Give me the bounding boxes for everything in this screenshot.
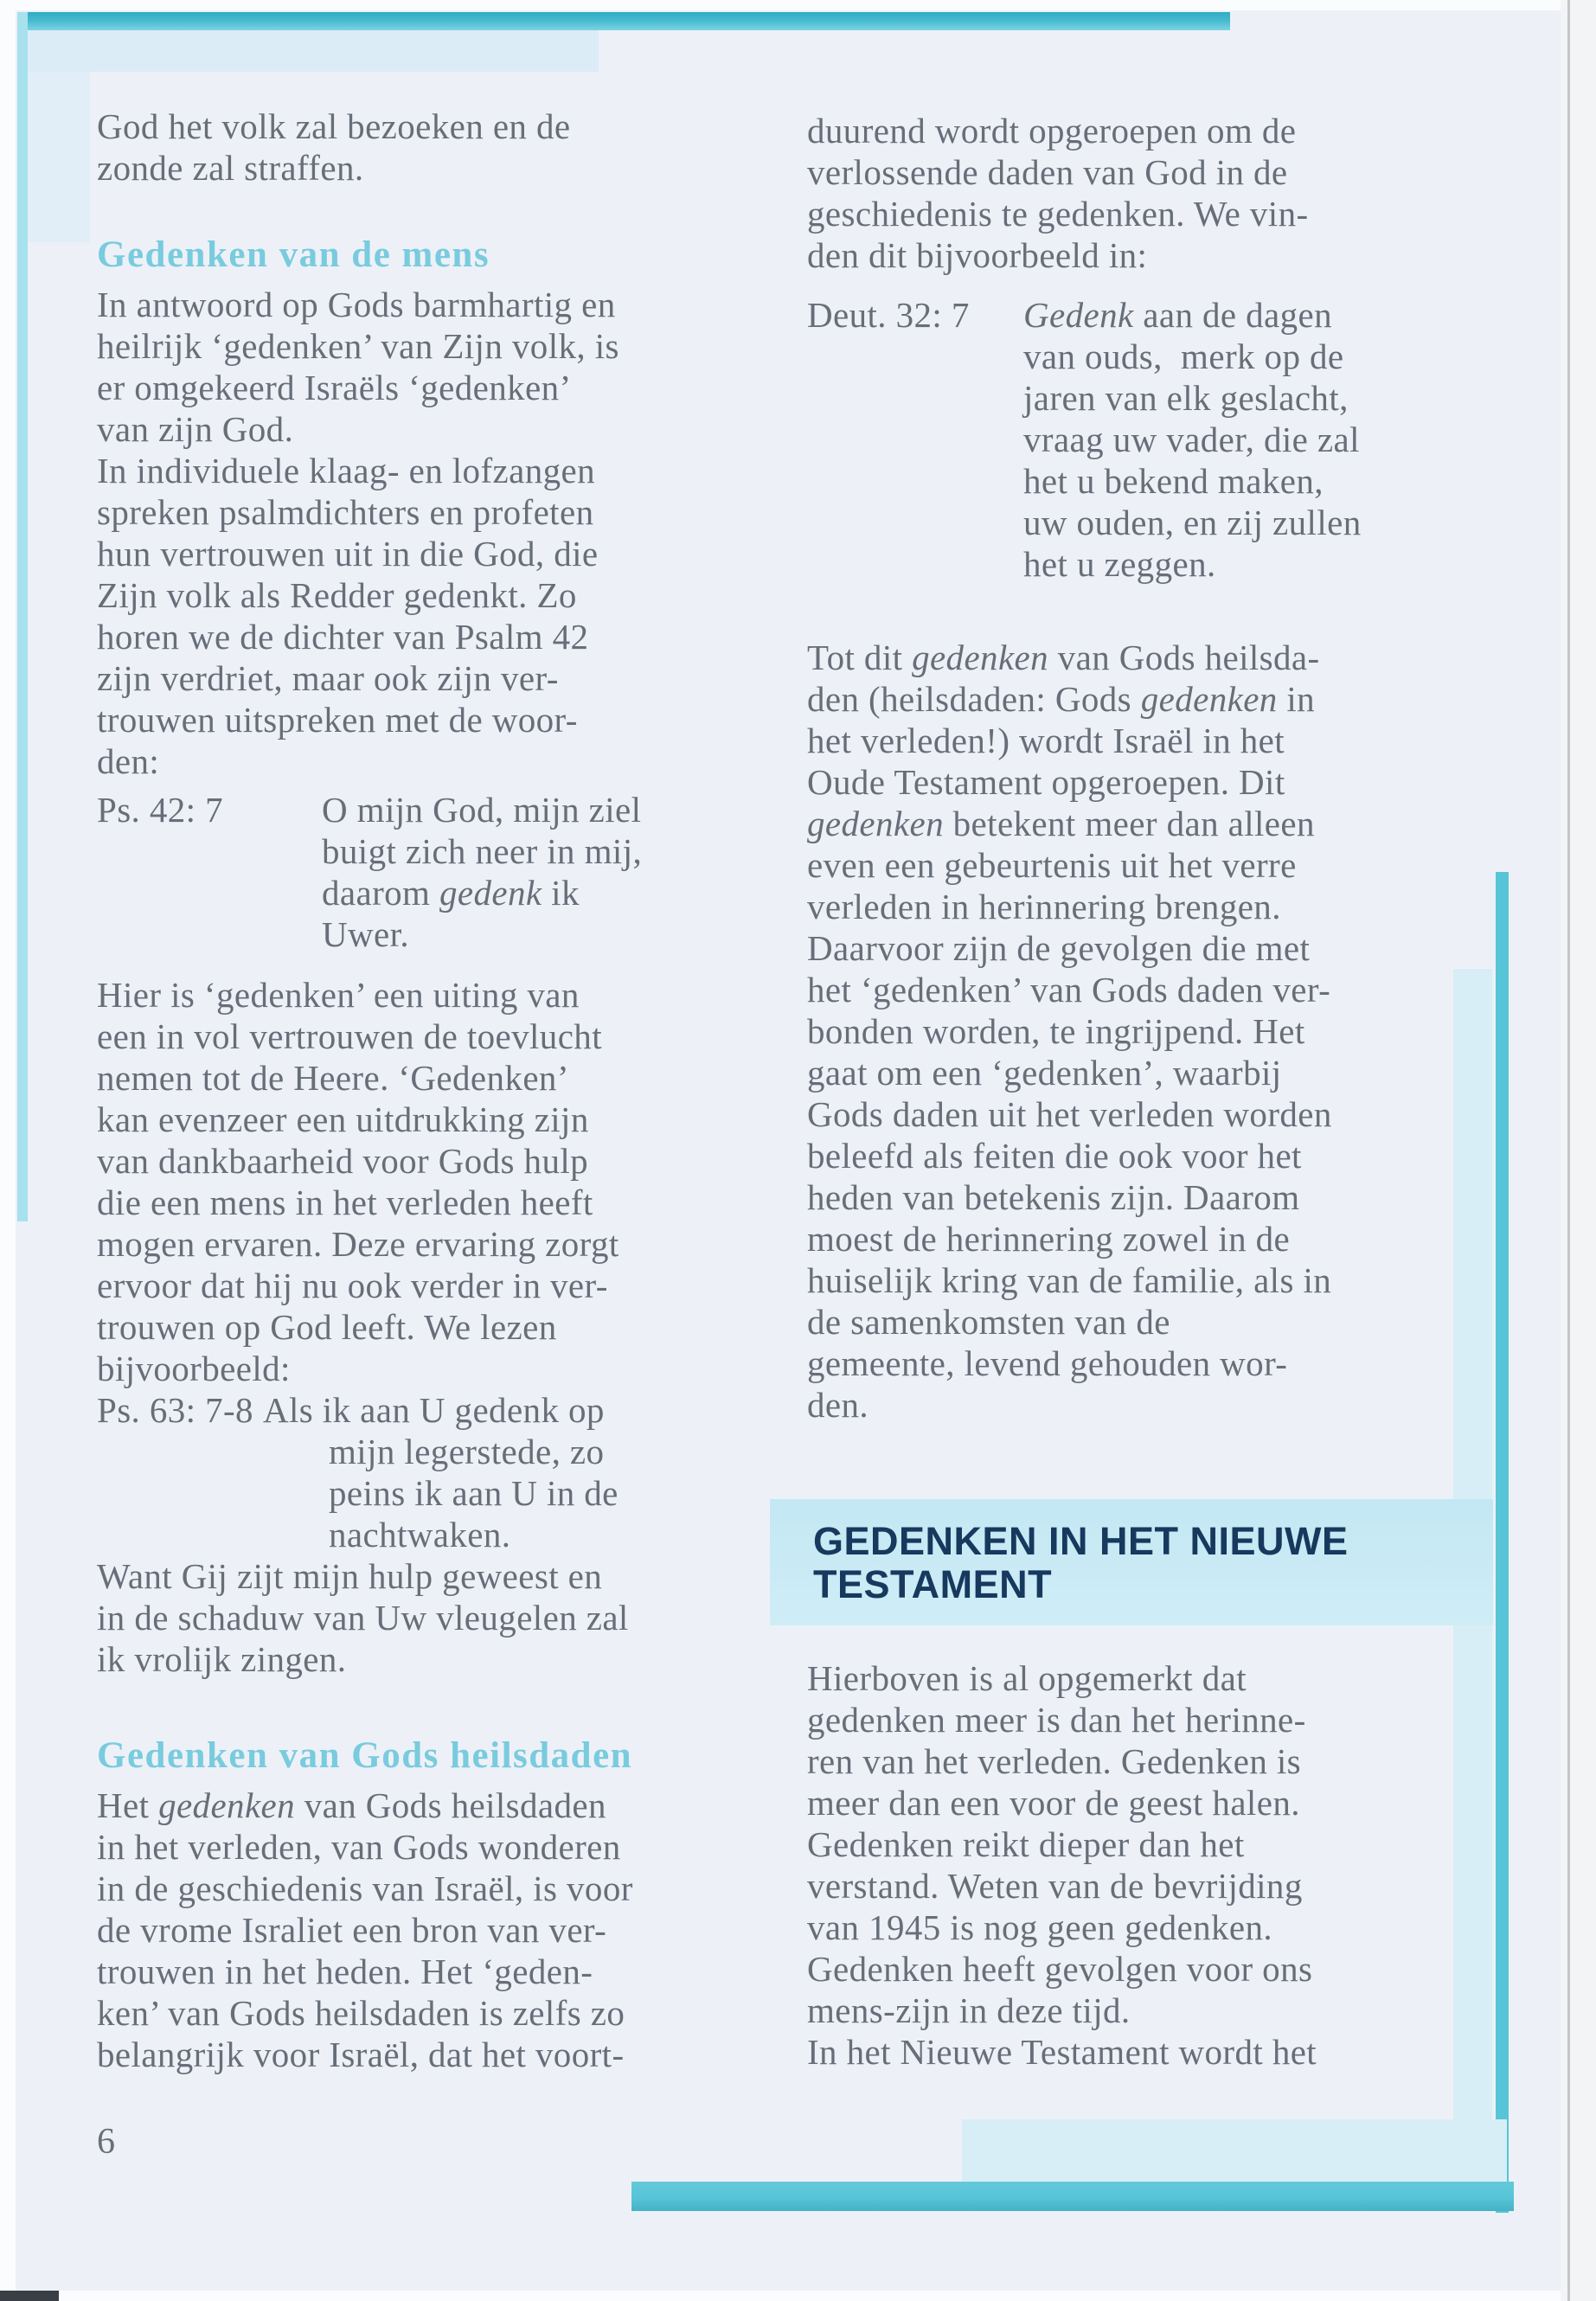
top-accent-bar (19, 12, 1230, 30)
left-paragraph-antwoord: In antwoord op Gods barmhartig en heilrijk ‘gedenken’ van Zijn volk, is er omgekeerd Israëls ‘gedenken’ van zijn God. In individuele klaag- en lofzangen spreken psalmdichters en profeten hun vertrouwen uit in die God, die Zijn volk als Redder gedenkt. Zo horen we de dichter van Psalm 42 zijn verdriet, maar ook zijn ver- trouwen uitspreken met de woor- den: (97, 285, 619, 781)
right-paragraph-duurend: duurend wordt opgeroepen om de verlossende daden van God in de geschiedenis te gedenken. We vin- den dit bijvoorbeeld in: (807, 111, 1309, 275)
top-left-pale-block (28, 30, 599, 72)
left-paragraph-want-gij: Want Gij zijt mijn hulp geweest en in de schaduw van Uw vleugelen zal ik vrolijk zingen. (97, 1556, 629, 1679)
left-paragraph-heilsdaden: Het gedenken van Gods heilsdaden in het verleden, van Gods wonderen in de geschiedenis van Israël, is voor de vrome Israliet een bron van ver- trouwen in het heden. Het ‘geden- ken’ van Gods heilsdaden is zelfs zo belangrijk voor Israël, dat het voort- (97, 1785, 633, 2074)
page-edge-line (1567, 0, 1570, 2301)
ps63-quote: Als ik aan U gedenk op mijn legerstede, zo peins ik aan U in de nachtwaken. (263, 1390, 619, 1554)
right-paragraph-tot-dit: Tot dit gedenken van Gods heilsda- den (heilsdaden: Gods gedenken in het verleden!) wordt Israël in het Oude Testament opgeroepen. Dit gedenken betekent meer dan alleen even een gebeurtenis uit het verre verleden in herinnering brengen. Daarvoor zijn de gevolgen die met het ‘gedenken’ van Gods daden ver- bonden worden, te ingrijpend. Het gaat om een ‘gedenken’, waarbij Gods daden uit het verleden worden beleefd als feiten die ook voor het heden van betekenis zijn. Daarom moest de herinnering zowel in de huiselijk kring van de familie, als in de samenkomsten van de gemeente, levend gehouden wor- den. (807, 638, 1332, 1425)
deut-quote: Gedenk aan de dagen van ouds, merk op de jaren van elk geslacht, vraag uw vader, die zal het u bekend maken, uw ouden, en zij zullen het u zeggen. (1023, 295, 1362, 584)
ps42-reference-label: Ps. 42: 7 (97, 790, 223, 830)
right-paragraph-hierboven: Hierboven is al opgemerkt dat gedenken meer is dan het herinne- ren van het verleden. Gedenken is meer dan een voor de geest halen. Gedenken reikt dieper dan het verstand. Weten van de bevrijding van 1945 is nog geen gedenken. Gedenken heeft gevolgen voor ons mens-zijn in deze tijd. In het Nieuwe Testament wordt het (807, 1658, 1317, 2072)
top-left-pale-column (28, 30, 90, 242)
scan-corner-smudge (0, 2291, 59, 2301)
bottom-pale-block (962, 2119, 1507, 2183)
right-accent-bar (1496, 872, 1509, 2213)
ps42-quote: O mijn God, mijn ziel buigt zich neer in mij, daarom gedenk ik Uwer. (322, 790, 643, 954)
bottom-accent-bar (631, 2182, 1514, 2211)
section-heading-nieuwe-testament: GEDENKEN IN HET NIEUWE TESTAMENT (813, 1519, 1349, 1606)
left-paragraph-hier-is: Hier is ‘gedenken’ een uiting van een in vol vertrouwen de toevlucht nemen tot de Heere. ‘Gedenken’ kan evenzeer een uitdrukking zijn van dankbaarheid voor Gods hulp die een mens in het verleden heeft mogen ervaren. Deze ervaring zorgt ervoor dat hij nu ook verder in ver- trouwen op God leeft. We lezen bijvoorbeeld: (97, 975, 619, 1388)
subheading-gedenken-van-de-mens: Gedenken van de mens (97, 234, 490, 275)
page-edge-shade (1561, 0, 1596, 2301)
left-paragraph-intro: God het volk zal bezoeken en de zonde zal straffen. (97, 106, 571, 188)
subheading-gods-heilsdaden: Gedenken van Gods heilsdaden (97, 1735, 633, 1776)
deut-reference-label: Deut. 32: 7 (807, 295, 970, 335)
left-accent-strip (17, 12, 28, 1221)
ps63-reference-label: Ps. 63: 7-8 (97, 1390, 253, 1430)
page-number: 6 (97, 2122, 115, 2162)
